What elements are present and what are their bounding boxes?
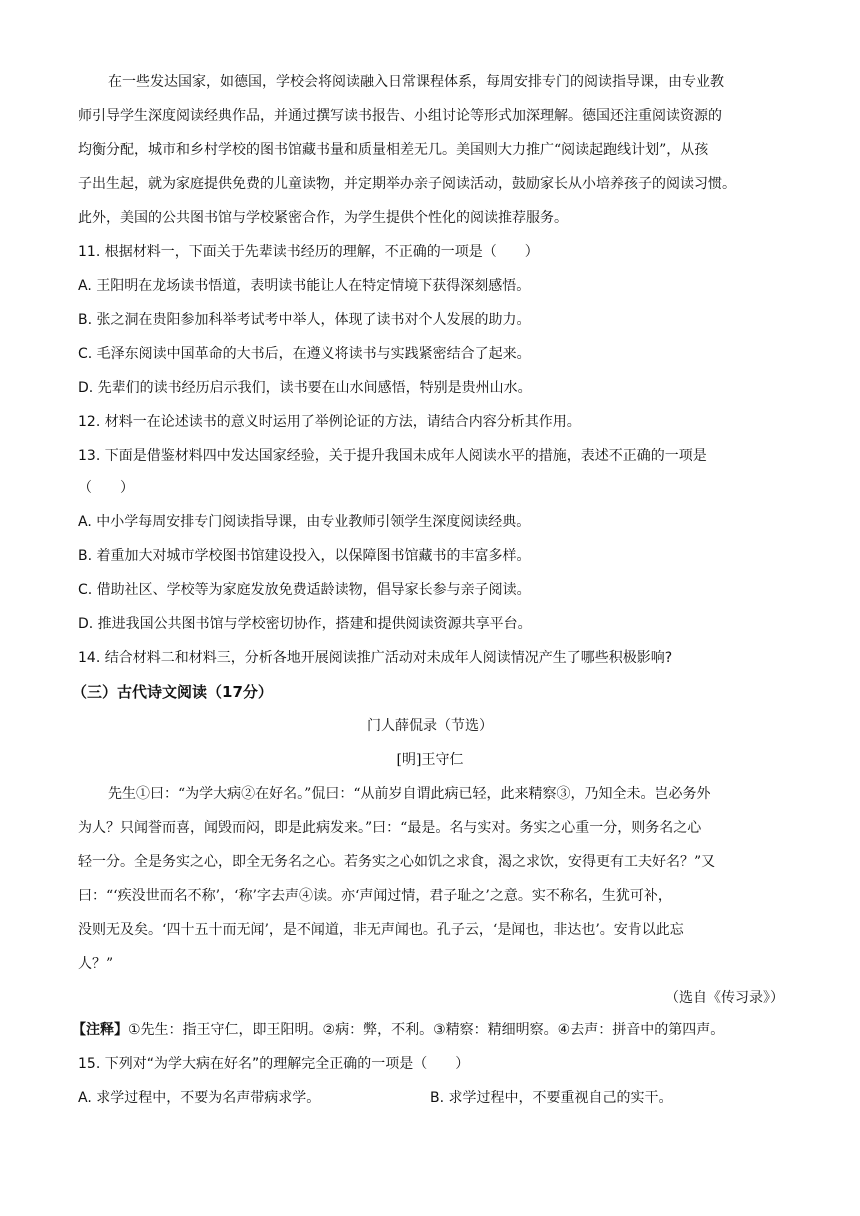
annotation-note <box>72 1020 724 1040</box>
option-c: C. 毛泽东阅读中国革命的大书后，在遵义将读书与实践紧密结合了起来。 <box>78 346 531 362</box>
passage-line: 没则无及矣。‘四十五十而无闻’，是不闻道，非无声闻也。孔子云，‘是闻也，非达也’。安肯以此忘 <box>78 922 684 938</box>
passage-title: 门人薛侃录（节选） <box>367 718 493 734</box>
option-c: C. 借助社区、学校等为家庭发放免费适龄读物，倡导家长参与亲子阅读。 <box>78 582 531 598</box>
passage-line: 轻一分。全是务实之心，即全无务名之心。若务实之心如饥之求食，渴之求饮，安得更有工夫好名？”又 <box>78 854 716 870</box>
option-b: B. 张之洞在贵阳参加科举考试考中举人，体现了读书对个人发展的助力。 <box>78 312 531 328</box>
question-stem: 11. 根据材料一，下面关于先辈读书经历的理解，不正确的一项是（ ） <box>78 244 539 260</box>
option-b: B. 着重加大对城市学校图书馆建设投入，以保障图书馆藏书的丰富多样。 <box>78 548 531 564</box>
annotation-text: ①先生：指王守仁，即王阳明。②病：弊，不利。③精察：精细明察。④去声：拼音中的第四声。 <box>128 1022 725 1038</box>
option-a: A. 中小学每周安排专门阅读指导课，由专业教师引领学生深度阅读经典。 <box>78 514 531 530</box>
question-14-stem: 14. 结合材料二和材料三，分析各地开展阅读推广活动对未成年人阅读情况产生了哪些积极影响? <box>78 650 673 666</box>
option-a: A. 王阳明在龙场读书悟道，表明读书能让人在特定情境下获得深刻感悟。 <box>78 278 531 294</box>
passage-line: 曰：“‘疾没世而名不称’，‘称’字去声④读。亦‘声闻过情，君子耻之’之意。实不称名，生犹可补， <box>78 888 672 904</box>
passage-author: [明]王守仁 <box>396 752 464 768</box>
option-d: D. 推进我国公共图书馆与学校密切协作，搭建和提供阅读资源共享平台。 <box>78 616 532 632</box>
passage-line: 人？” <box>78 956 114 972</box>
paragraph-line: 子出生起，就为家庭提供免费的儿童读物，并定期举办亲子阅读活动，鼓励家长从小培养孩子的阅读习惯。 <box>78 176 736 192</box>
option-d: D. 先辈们的读书经历启示我们，读书要在山水间感悟，特别是贵州山水。 <box>78 380 532 396</box>
passage-line: 先生①曰：“为学大病②在好名。”侃曰：“从前岁自谓此病已轻，此来精察③，乃知全未。岂必务外 <box>108 786 711 802</box>
section-heading: （三）古代诗文阅读（17分） <box>72 683 273 701</box>
passage-source: （选自《传习录》） <box>665 990 784 1006</box>
annotation-label: 【注释】 <box>72 1022 128 1038</box>
paragraph-line: 师引导学生深度阅读经典作品，并通过撰写读书报告、小组讨论等形式加深理解。德国还注重阅读资源的 <box>78 108 722 124</box>
paragraph-line: 均衡分配，城市和乡村学校的图书馆藏书量和质量相差无几。美国则大力推广“阅读起跑线计划”，从孩 <box>78 142 709 158</box>
question-15-stem: 15. 下列对“为学大病在好名”的理解完全正确的一项是（ ） <box>78 1056 470 1072</box>
paragraph-line: 在一些发达国家，如德国，学校会将阅读融入日常课程体系，每周安排专门的阅读指导课，由专业教 <box>108 74 724 90</box>
question-12-stem: 12. 材料一在论述读书的意义时运用了举例论证的方法，请结合内容分析其作用。 <box>78 414 581 430</box>
question-stem-continued: （ ） <box>78 480 134 496</box>
passage-line: 为人？只闻誉而喜，闻毁而闷，即是此病发来。”曰：“最是。名与实对。务实之心重一分，则务名之心 <box>78 820 702 836</box>
paragraph-line: 此外，美国的公共图书馆与学校紧密合作，为学生提供个性化的阅读推荐服务。 <box>78 210 568 226</box>
option-b: B. 求学过程中，不要重视自己的实干。 <box>430 1090 673 1106</box>
option-a: A. 求学过程中，不要为名声带病求学。 <box>78 1090 321 1106</box>
question-stem: 13. 下面是借鉴材料四中发达国家经验，关于提升我国未成年人阅读水平的措施，表述不正确的一项是 <box>78 448 707 464</box>
